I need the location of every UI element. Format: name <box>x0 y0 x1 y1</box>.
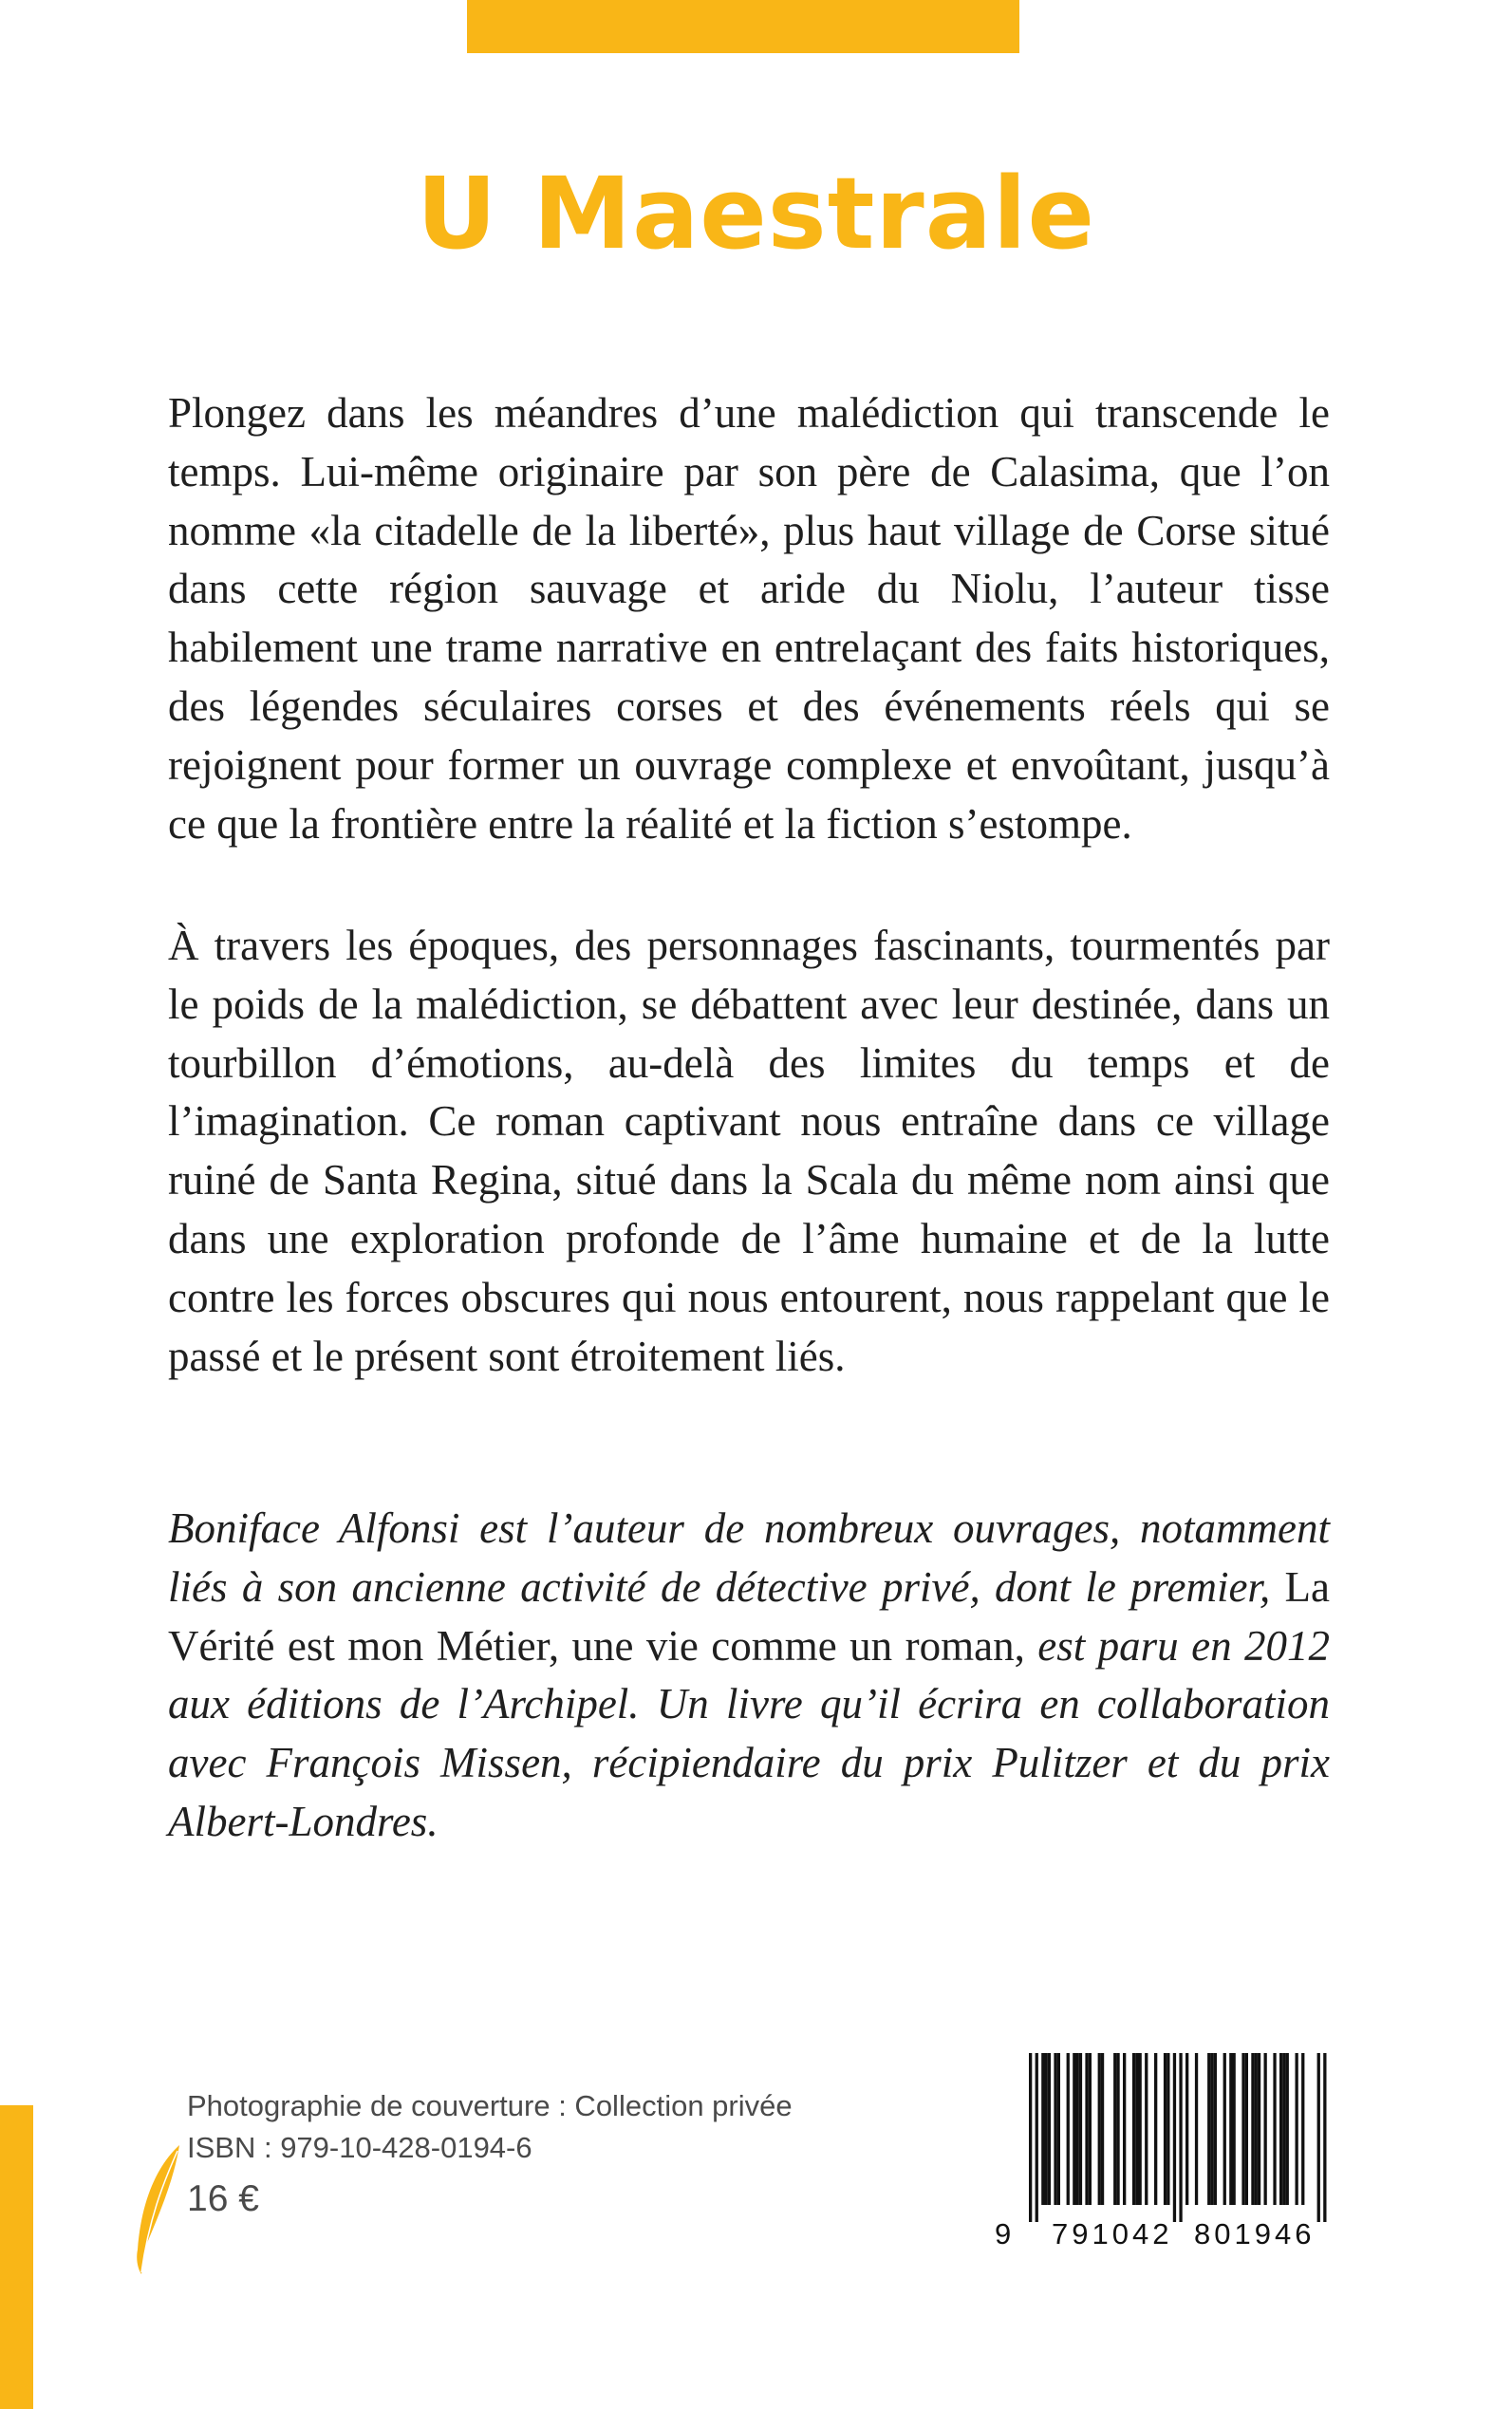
barcode-bar <box>1323 2053 1326 2222</box>
barcode-bar <box>1089 2053 1092 2205</box>
barcode-bar <box>1116 2053 1119 2205</box>
barcode-bar <box>1185 2053 1188 2205</box>
author-bio-part2: est paru en 2012 aux éditions de l’Archipel. Un livre qu’il écrira en collaboration avec François Missen, récipiendaire du prix Pulitzer et du prix Albert-Londres. <box>168 1621 1330 1845</box>
barcode-bar <box>1207 2053 1210 2205</box>
barcode-bar <box>1279 2053 1282 2205</box>
barcode-bar <box>1054 2053 1056 2205</box>
barcode-bar <box>1286 2053 1289 2205</box>
barcode-bar <box>1073 2053 1075 2205</box>
barcode-bar <box>1067 2053 1070 2205</box>
barcode-bar <box>1214 2053 1217 2205</box>
barcode-bar <box>1251 2053 1254 2205</box>
barcode-left-group: 791042 <box>1052 2217 1173 2250</box>
author-bio-book-title: La Vérité est mon Métier, une vie comme un roman, <box>168 1562 1330 1670</box>
barcode-bar <box>1132 2053 1135 2205</box>
barcode-bar <box>1085 2053 1088 2205</box>
barcode-bar <box>1076 2053 1079 2205</box>
side-accent-bar <box>0 2105 33 2409</box>
barcode-bar <box>1179 2053 1182 2222</box>
barcode-bar <box>1098 2053 1101 2205</box>
barcode-bar <box>1101 2053 1104 2205</box>
synopsis-paragraph-1: Plongez dans les méandres d’une malédiction qui transcende le temps. Lui-même originaire par son père de Calasima, que l’on nomme «la citadelle de la liberté», plus haut village de Corse situé dans cette région sauvage et aride du Niolu, l’auteur tisse habilement une trame narrative en entrelaçant des faits historiques, des légendes séculaires corses et des événements réels qui se rejoignent pour former un ouvrage complexe et envoûtant, jusqu’à ce que la frontière entre la réalité et la fiction s’estompe. <box>168 389 1330 848</box>
barcode-bar <box>1036 2053 1038 2222</box>
barcode-bar <box>1029 2053 1032 2222</box>
barcode-bar <box>1241 2053 1244 2205</box>
barcode-bar <box>1229 2053 1232 2205</box>
barcode-bar <box>1195 2053 1198 2205</box>
barcode-bar <box>1273 2053 1276 2205</box>
barcode-bar <box>1245 2053 1248 2205</box>
barcode-bar <box>1123 2053 1126 2205</box>
barcode-bar <box>1223 2053 1226 2205</box>
book-title: U Maestrale <box>416 156 1096 271</box>
barcode-bar <box>1041 2053 1044 2205</box>
synopsis-paragraph-2: À travers les époques, des personnages fascinants, tourmentés par le poids de la malédiction, se débattent avec leur destinée, dans un tourbillon d’émotions, au-delà des limites du temps et de l’imagination. Ce roman captivant nous entraîne dans ce village ruiné de Santa Regina, situé dans la Scala du même nom ainsi que dans une exploration profonde de l’âme humaine et de la lutte contre les forces obscures qui nous entourent, nous rappelant que le passé et le présent sont étroitement liés. <box>168 922 1330 1380</box>
barcode-bar <box>1258 2053 1260 2205</box>
barcode-bar <box>1135 2053 1138 2205</box>
barcode-bar <box>1173 2053 1176 2222</box>
barcode-bar <box>1296 2053 1298 2205</box>
barcode-bar <box>1164 2053 1167 2205</box>
photo-credit: Photographie de couverture : Collection privée <box>187 2089 793 2122</box>
barcode-bar <box>1048 2053 1051 2205</box>
barcode-bar <box>1057 2053 1060 2205</box>
barcode-bar <box>1113 2053 1116 2205</box>
author-bio-part1: Boniface Alfonsi est l’auteur de nombreux ouvrages, notamment liés à son ancienne activité de détective privé, dont le premier, <box>168 1504 1330 1611</box>
barcode-bar <box>1167 2053 1169 2205</box>
barcode-bar <box>1210 2053 1213 2205</box>
barcode <box>995 2053 1329 2222</box>
footer-info <box>187 2085 793 2226</box>
barcode-bar <box>1079 2053 1082 2205</box>
barcode-bar <box>1255 2053 1258 2205</box>
barcode-bar <box>1045 2053 1048 2205</box>
price: 16 € <box>187 2178 259 2219</box>
feather-icon <box>130 2143 183 2276</box>
barcode-bar <box>1264 2053 1267 2205</box>
barcode-bar <box>1301 2053 1304 2205</box>
barcode-first-digit: 9 <box>995 2217 1012 2250</box>
barcode-bar <box>1154 2053 1157 2205</box>
barcode-right-group: 801946 <box>1194 2217 1316 2250</box>
barcode-digits <box>995 2212 1329 2259</box>
barcode-bar <box>1233 2053 1236 2205</box>
isbn: ISBN : 979-10-428-0194-6 <box>187 2131 532 2164</box>
author-bio <box>168 1500 1330 1852</box>
barcode-bar <box>1282 2053 1285 2205</box>
barcode-bar <box>1317 2053 1320 2222</box>
barcode-bar <box>1139 2053 1142 2205</box>
top-accent-bar <box>467 0 1019 53</box>
barcode-bar <box>1145 2053 1148 2205</box>
